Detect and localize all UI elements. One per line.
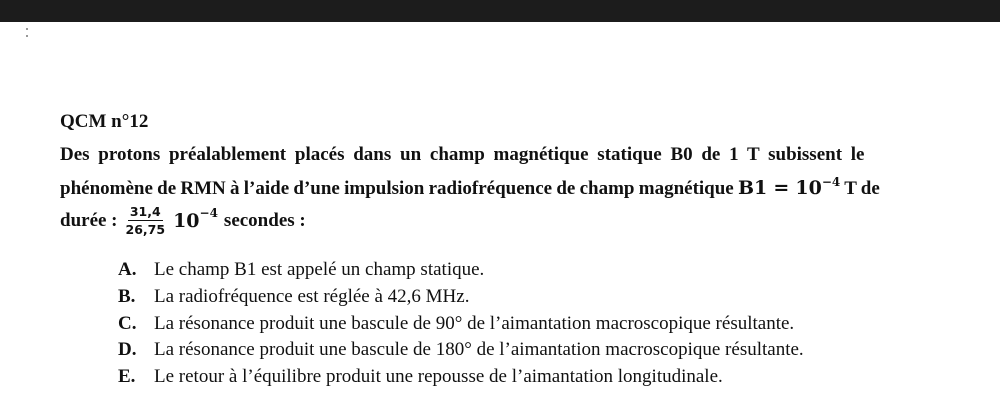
fraction-numerator: 31,4 [129, 204, 161, 219]
option-e-letter: E. [118, 366, 136, 388]
option-a-letter: A. [118, 259, 137, 280]
duration-power-exponent: −4 [199, 205, 218, 220]
stem-line-2-text: phénomène de RMN à l’aide d’une impulsion radiofréquence de champ magnétique [60, 178, 738, 199]
field-b1-exponent: −4 [821, 175, 841, 189]
duration-fraction [124, 204, 168, 237]
option-e-text: Le retour à l’équilibre produit une repousse de l’aimantation longitudinale. [154, 366, 723, 388]
stem-line-2-tail: T de [840, 178, 880, 199]
question-stem-line-2 [60, 177, 1000, 200]
duration-label: durée : [60, 209, 118, 231]
question-title [60, 111, 148, 133]
question-stem-line-3 [60, 204, 1000, 237]
scan-artifact [26, 28, 29, 37]
option-d[interactable] [118, 339, 804, 366]
top-bar [0, 0, 1000, 22]
duration-unit: secondes : [223, 209, 306, 231]
field-b1-expression: B1 = 10 [738, 177, 822, 199]
question-title-prefix: QCM n° [60, 111, 130, 132]
option-b[interactable] [118, 286, 804, 313]
option-c-text: La résonance produit une bascule de 90° de l’aimantation macroscopique résultante. [154, 312, 795, 334]
option-e[interactable] [118, 366, 804, 393]
option-a-text: Le champ B1 est appelé un champ statique. [154, 259, 485, 280]
fraction-denominator: 26,75 [125, 222, 166, 237]
option-c[interactable] [118, 313, 804, 340]
option-b-letter: B. [118, 285, 136, 307]
option-b-text: La radiofréquence est réglée à 42,6 MHz. [154, 285, 470, 307]
option-c-letter: C. [118, 312, 137, 334]
question-title-number: 12 [129, 111, 149, 132]
option-d-text: La résonance produit une bascule de 180° de l’aimantation macroscopique résultante. [154, 339, 804, 361]
answer-options [118, 259, 804, 393]
option-d-letter: D. [118, 339, 137, 361]
question-stem-line-1: Des protons préalablement placés dans un champ magnétique statique B0 de 1 T subissent le [60, 144, 865, 165]
option-a[interactable] [118, 259, 804, 286]
duration-power-base: 10 [173, 209, 200, 232]
